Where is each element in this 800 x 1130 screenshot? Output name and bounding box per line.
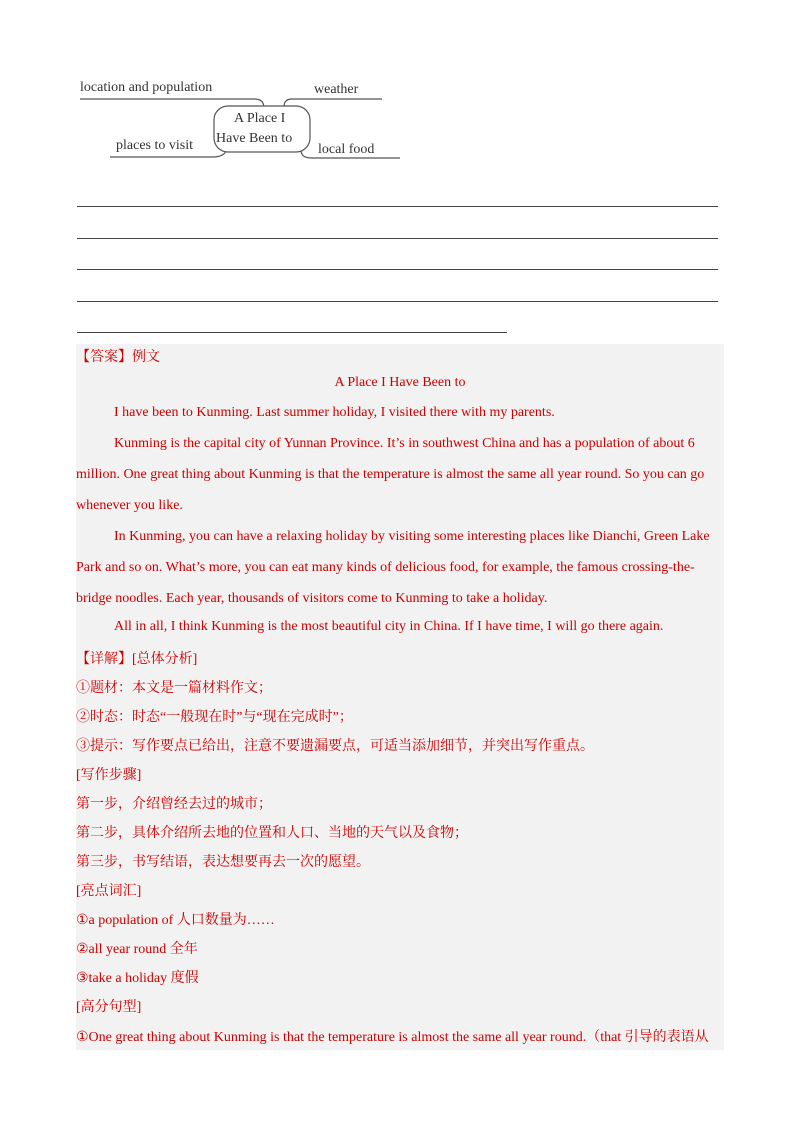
- analysis-header: 【详解】[总体分析]: [76, 652, 198, 667]
- essay-line: Kunming is the capital city of Yunnan Province. It’s in southwest China and has a population of about 6: [114, 436, 695, 451]
- step-2: 第二步，具体介绍所去地的位置和人口、当地的天气以及食物；: [76, 826, 468, 841]
- branch-local-food: local food: [318, 142, 375, 157]
- essay-title: A Place I Have Been to: [334, 375, 466, 390]
- vocab-header: [亮点词汇]: [76, 884, 142, 899]
- vocab-3: ③take a holiday 度假: [76, 971, 199, 986]
- analysis-item-1: ①题材：本文是一篇材料作文；: [76, 681, 272, 696]
- analysis-item-2: ②时态：时态“一般现在时”与“现在完成时”；: [76, 710, 353, 725]
- essay-paragraph-3: [76, 526, 724, 619]
- center-topic-line2: Have Been to: [216, 131, 293, 146]
- writing-line[interactable]: [77, 269, 718, 270]
- steps-header: [写作步骤]: [76, 768, 142, 783]
- branch-weather: weather: [314, 82, 359, 97]
- essay-paragraph-1: I have been to Kunming. Last summer holiday, I visited there with my parents.: [114, 405, 555, 420]
- mind-map: [0, 0, 800, 190]
- writing-line[interactable]: [77, 206, 718, 207]
- writing-line[interactable]: [77, 238, 718, 239]
- essay-paragraph-2: [76, 433, 724, 526]
- sentence-header: [高分句型]: [76, 1000, 142, 1015]
- answer-header: 【答案】例文: [76, 350, 160, 365]
- essay-paragraph-4: All in all, I think Kunming is the most beautiful city in China. If I have time, I will go there again.: [114, 619, 664, 634]
- essay-line: bridge noodles. Each year, thousands of visitors come to Kunming to take a holiday.: [76, 591, 548, 606]
- step-1: 第一步，介绍曾经去过的城市；: [76, 797, 272, 812]
- vocab-1: ①a population of 人口数量为……: [76, 913, 275, 928]
- step-3: 第三步，书写结语，表达想要再去一次的愿望。: [76, 855, 370, 870]
- essay-line: In Kunming, you can have a relaxing holiday by visiting some interesting places like Dianchi, Green Lake: [114, 529, 710, 544]
- vocab-2: ②all year round 全年: [76, 942, 198, 957]
- essay-line: million. One great thing about Kunming is that the temperature is almost the same all year round. So you can go: [76, 467, 705, 482]
- writing-line[interactable]: [77, 332, 507, 333]
- writing-line[interactable]: [77, 301, 718, 302]
- sentence-1: ①One great thing about Kunming is that the temperature is almost the same all year round.（that 引导的表语从: [76, 1030, 709, 1045]
- branch-location-population: location and population: [80, 80, 213, 95]
- analysis-item-3: ③提示：写作要点已给出，注意不要遗漏要点，可适当添加细节，并突出写作重点。: [76, 739, 594, 754]
- branch-places-to-visit: places to visit: [116, 138, 193, 153]
- essay-line: Park and so on. What’s more, you can eat many kinds of delicious food, for example, the famous crossing-the-: [76, 560, 695, 575]
- center-topic-line1: A Place I: [234, 111, 286, 126]
- essay-line: whenever you like.: [76, 498, 183, 513]
